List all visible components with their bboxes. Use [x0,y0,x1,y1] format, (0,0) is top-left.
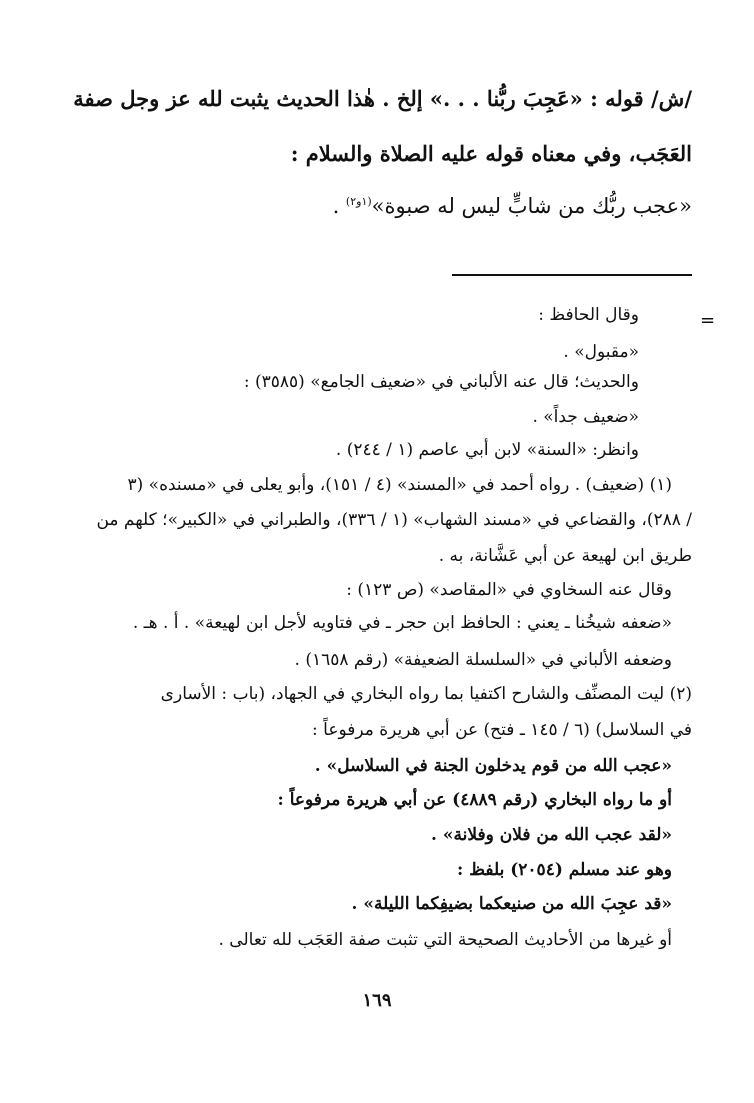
hadith-quote: «عجب ربُّك من شابٍّ ليس له صبوة» [371,194,692,218]
footnote-line: «ضعيف جداً» . [532,407,639,427]
footnote-line: وضعفه الألباني في «السلسلة الضعيفة» (رقم ١٦٥٨) . [294,650,672,670]
footnote-line: وقال الحافظ : [538,305,639,325]
margin-mark: = [700,310,716,331]
footnote-line: (١) (ضعيف) . رواه أحمد في «المسند» (٤ / ١٥١)، وأبو يعلى في «مسنده» (٣ [127,475,672,495]
footnote-line: والحديث؛ قال عنه الألباني في «ضعيف الجامع» (٣٥٨٥) : [243,372,639,392]
footnote-line: وقال عنه السخاوي في «المقاصد» (ص ١٢٣) : [346,580,672,600]
footnote-line: / ٢٨٨)، والقضاعي في «مسند الشهاب» (١ / ٣٣٦)، والطبراني في «الكبير»؛ كلهم من [96,510,692,530]
footnote-line: أو غيرها من الأحاديث الصحيحة التي تثبت صفة العَجَب لله تعالى . [218,930,672,950]
main-text-line-1: /ش/ قوله : «عَجِبَ ربُّنا . . .» إلخ . هٰذا الحديث يثبت لله عز وجل صفة [73,86,692,111]
footnote-line: في السلاسل) (٦ / ١٤٥ ـ فتح) عن أبي هريرة مرفوعاً : [312,720,692,740]
footnote-line: «لقد عجب الله من فلان وفلانة» . [431,825,672,845]
footnote-line: (٢) ليت المصنِّف والشارح اكتفيا بما رواه البخاري في الجهاد، (باب : الأسارى [160,684,692,704]
footnote-line: أو ما رواه البخاري (رقم ٤٨٨٩) عن أبي هريرة مرفوعاً : [277,790,672,810]
main-text-line-2: العَجَب، وفي معناه قوله عليه الصلاة والسلام : [290,141,692,166]
footnote-line: «ضعفه شيخُنا ـ يعني : الحافظ ابن حجر ـ في فتاويه لأجل ابن لهيعة» . أ . هـ . [132,613,672,633]
footnote-line: وانظر: «السنة» لابن أبي عاصم (١ / ٢٤٤) . [335,440,639,460]
footnote-line: «عجب الله من قوم يدخلون الجنة في السلاسل» . [314,756,672,776]
footnote-line: وهو عند مسلم (٢٠٥٤) بلفظ : [457,860,672,880]
footnote-line: «مقبول» . [563,342,639,362]
page-number: ١٦٩ [362,990,392,1011]
footnote-separator [452,274,692,276]
footnote-marker: (١و٢) [345,195,372,208]
main-text-line-3: «عجب ربُّك من شابٍّ ليس له صبوة»$^{(١و٢)}$ . [332,194,692,218]
footnote-line: طريق ابن لهيعة عن أبي عَشَّانة، به . [438,546,692,566]
footnote-line: «قد عجِبَ الله من صنيعكما بضيفِكما الليلة» . [351,894,672,914]
